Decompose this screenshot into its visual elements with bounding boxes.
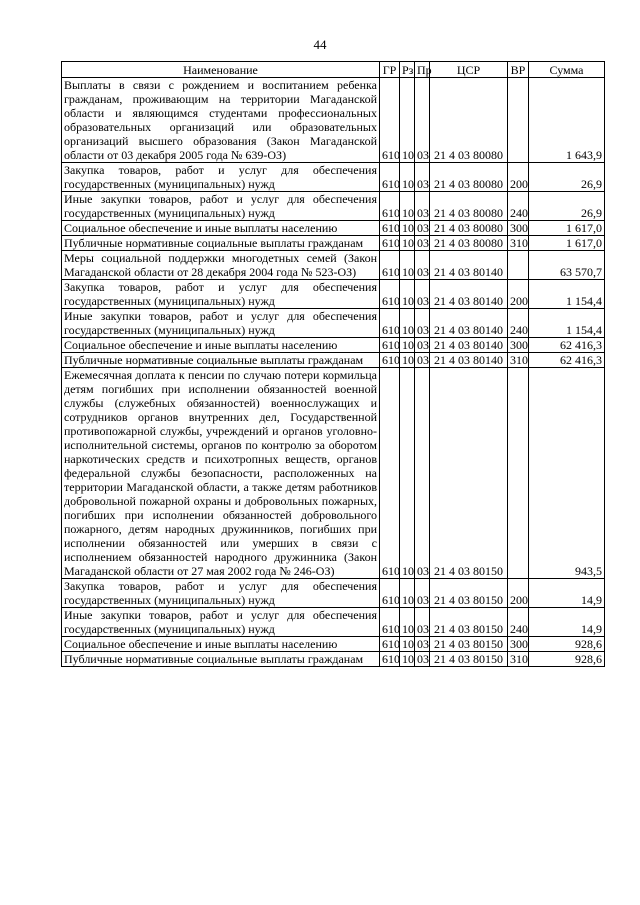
cell-sum: 1 617,0 (529, 221, 605, 236)
cell-rz: 10 (400, 192, 415, 221)
table-row (62, 309, 605, 338)
cell-name: Социальное обеспечение и иные выплаты населению (62, 637, 380, 652)
table-body (62, 78, 605, 667)
cell-gr: 610 (380, 608, 400, 637)
cell-csr: 21 4 03 80080 (430, 236, 508, 251)
cell-name: Иные закупки товаров, работ и услуг для обеспечения государственных (муниципальных) нужд (62, 608, 380, 637)
cell-vr: 200 (508, 163, 529, 192)
cell-name: Ежемесячная доплата к пенсии по случаю потери кормильца детям погибших при исполнении обязанностей военной службы (служебных обязанностей) военнослужащих и сотрудников органов внутренних дел, Государственной противопожарной службы, учреждений и органов уголовно-исполнительной системы, органов по контролю за оборотом наркотических средств и психотропных веществ, органов федеральной службы безопасности, расположенных на территории Магаданской области, а также детям работников добровольной пожарной охраны и добровольных пожарных, погибших при исполнении обязанностей добровольного пожарного, детям народных дружинников, погибших при исполнении обязанностей или умерших в связи с исполнением обязанностей народного дружинника (Закон Магаданской области от 27 мая 2002 года № 246-ОЗ) (62, 368, 380, 579)
cell-csr: 21 4 03 80080 (430, 221, 508, 236)
table-row (62, 338, 605, 353)
cell-name: Публичные нормативные социальные выплаты гражданам (62, 652, 380, 667)
cell-sum: 943,5 (529, 368, 605, 579)
cell-sum: 26,9 (529, 163, 605, 192)
table-row (62, 163, 605, 192)
cell-sum: 26,9 (529, 192, 605, 221)
cell-sum: 62 416,3 (529, 338, 605, 353)
cell-name: Иные закупки товаров, работ и услуг для обеспечения государственных (муниципальных) нужд (62, 192, 380, 221)
page-number: 44 (313, 37, 327, 52)
table-row (62, 236, 605, 251)
cell-gr: 610 (380, 637, 400, 652)
header-name: Наименование (62, 62, 380, 78)
cell-vr: 300 (508, 637, 529, 652)
cell-vr: 200 (508, 579, 529, 608)
cell-sum: 1 154,4 (529, 280, 605, 309)
cell-csr: 21 4 03 80140 (430, 280, 508, 309)
table-row (62, 192, 605, 221)
cell-gr: 610 (380, 368, 400, 579)
cell-csr: 21 4 03 80150 (430, 608, 508, 637)
cell-pr: 03 (415, 163, 430, 192)
cell-name: Закупка товаров, работ и услуг для обеспечения государственных (муниципальных) нужд (62, 579, 380, 608)
cell-sum: 928,6 (529, 652, 605, 667)
cell-vr: 300 (508, 221, 529, 236)
budget-table (61, 61, 605, 667)
cell-pr: 03 (415, 608, 430, 637)
header-gr: ГР (380, 62, 400, 78)
cell-name: Закупка товаров, работ и услуг для обеспечения государственных (муниципальных) нужд (62, 280, 380, 309)
cell-sum: 1 643,9 (529, 78, 605, 163)
cell-rz: 10 (400, 579, 415, 608)
header-vr: ВР (508, 62, 529, 78)
table-row (62, 368, 605, 579)
cell-pr: 03 (415, 251, 430, 280)
cell-sum: 1 154,4 (529, 309, 605, 338)
cell-name: Публичные нормативные социальные выплаты гражданам (62, 236, 380, 251)
table-row (62, 78, 605, 163)
cell-pr: 03 (415, 78, 430, 163)
header-pr: Пр (415, 62, 430, 78)
cell-csr: 21 4 03 80140 (430, 353, 508, 368)
cell-csr: 21 4 03 80150 (430, 637, 508, 652)
cell-csr: 21 4 03 80140 (430, 338, 508, 353)
cell-vr (508, 78, 529, 163)
cell-gr: 610 (380, 353, 400, 368)
cell-vr: 300 (508, 338, 529, 353)
cell-pr: 03 (415, 280, 430, 309)
cell-vr: 310 (508, 353, 529, 368)
cell-csr: 21 4 03 80080 (430, 163, 508, 192)
cell-name: Иные закупки товаров, работ и услуг для обеспечения государственных (муниципальных) нужд (62, 309, 380, 338)
table-row (62, 251, 605, 280)
cell-rz: 10 (400, 368, 415, 579)
cell-vr: 200 (508, 280, 529, 309)
cell-sum: 14,9 (529, 579, 605, 608)
cell-pr: 03 (415, 309, 430, 338)
cell-csr: 21 4 03 80150 (430, 652, 508, 667)
cell-gr: 610 (380, 309, 400, 338)
cell-rz: 10 (400, 251, 415, 280)
cell-rz: 10 (400, 236, 415, 251)
cell-gr: 610 (380, 192, 400, 221)
cell-gr: 610 (380, 78, 400, 163)
cell-vr (508, 251, 529, 280)
cell-csr: 21 4 03 80080 (430, 192, 508, 221)
table-row (62, 637, 605, 652)
table-row (62, 608, 605, 637)
cell-gr: 610 (380, 163, 400, 192)
cell-pr: 03 (415, 652, 430, 667)
cell-rz: 10 (400, 637, 415, 652)
cell-gr: 610 (380, 579, 400, 608)
cell-csr: 21 4 03 80080 (430, 78, 508, 163)
cell-csr: 21 4 03 80150 (430, 368, 508, 579)
cell-vr: 310 (508, 652, 529, 667)
cell-rz: 10 (400, 309, 415, 338)
cell-pr: 03 (415, 353, 430, 368)
cell-sum: 928,6 (529, 637, 605, 652)
cell-vr: 240 (508, 608, 529, 637)
cell-pr: 03 (415, 236, 430, 251)
header-sum: Сумма (529, 62, 605, 78)
cell-rz: 10 (400, 221, 415, 236)
cell-rz: 10 (400, 163, 415, 192)
table-row (62, 280, 605, 309)
cell-vr (508, 368, 529, 579)
cell-pr: 03 (415, 637, 430, 652)
cell-rz: 10 (400, 652, 415, 667)
cell-rz: 10 (400, 78, 415, 163)
cell-name: Публичные нормативные социальные выплаты гражданам (62, 353, 380, 368)
cell-rz: 10 (400, 338, 415, 353)
cell-name: Социальное обеспечение и иные выплаты населению (62, 221, 380, 236)
cell-gr: 610 (380, 221, 400, 236)
cell-pr: 03 (415, 368, 430, 579)
header-rz: Рз (400, 62, 415, 78)
header-csr: ЦСР (430, 62, 508, 78)
cell-csr: 21 4 03 80140 (430, 309, 508, 338)
cell-gr: 610 (380, 280, 400, 309)
cell-sum: 1 617,0 (529, 236, 605, 251)
cell-gr: 610 (380, 338, 400, 353)
cell-csr: 21 4 03 80150 (430, 579, 508, 608)
cell-name: Выплаты в связи с рождением и воспитанием ребенка гражданам, проживающим на территории Магаданской области и являющимся студентами профессиональных образовательных организаций или образовательных организаций высшего образования (Закон Магаданской области от 03 декабря 2005 года № 639-ОЗ) (62, 78, 380, 163)
cell-rz: 10 (400, 280, 415, 309)
cell-name: Закупка товаров, работ и услуг для обеспечения государственных (муниципальных) нужд (62, 163, 380, 192)
cell-sum: 62 416,3 (529, 353, 605, 368)
cell-vr: 240 (508, 192, 529, 221)
cell-gr: 610 (380, 236, 400, 251)
table-row (62, 221, 605, 236)
cell-pr: 03 (415, 221, 430, 236)
cell-vr: 240 (508, 309, 529, 338)
cell-rz: 10 (400, 608, 415, 637)
cell-gr: 610 (380, 652, 400, 667)
cell-csr: 21 4 03 80140 (430, 251, 508, 280)
cell-rz: 10 (400, 353, 415, 368)
cell-vr: 310 (508, 236, 529, 251)
table-row (62, 652, 605, 667)
cell-name: Меры социальной поддержки многодетных семей (Закон Магаданской области от 28 декабря 2004 года № 523-ОЗ) (62, 251, 380, 280)
table-row (62, 579, 605, 608)
cell-sum: 14,9 (529, 608, 605, 637)
table-header-row (62, 62, 605, 78)
table-row (62, 353, 605, 368)
cell-pr: 03 (415, 579, 430, 608)
cell-gr: 610 (380, 251, 400, 280)
cell-pr: 03 (415, 338, 430, 353)
cell-pr: 03 (415, 192, 430, 221)
cell-name: Социальное обеспечение и иные выплаты населению (62, 338, 380, 353)
cell-sum: 63 570,7 (529, 251, 605, 280)
